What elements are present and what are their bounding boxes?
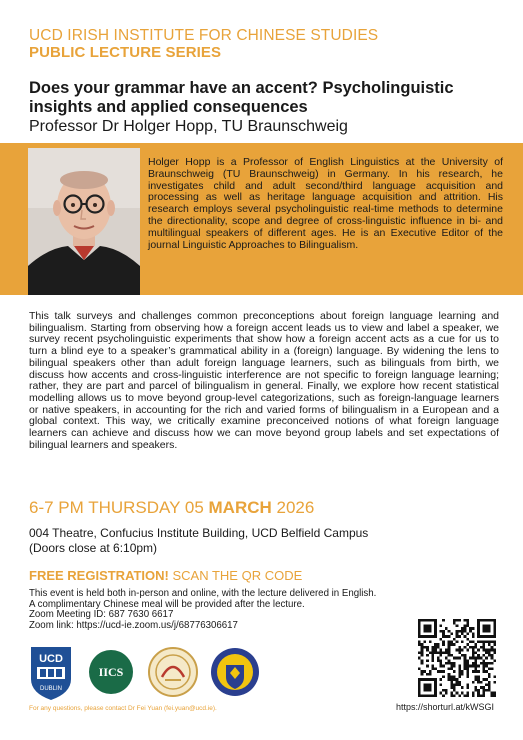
lecture-title: Does your grammar have an accent? Psycholinguistic insights and applied consequences	[29, 79, 454, 116]
event-month: MARCH	[208, 498, 272, 517]
iics-logo-text: IICS	[98, 665, 124, 679]
organization-name: UCD IRISH INSTITUTE FOR CHINESE STUDIES	[29, 27, 379, 44]
event-year: 2026	[271, 498, 315, 517]
ucd-logo-text: UCD	[39, 653, 63, 665]
venue-location: 004 Theatre, Confucius Institute Building, UCD Belfield Campus	[29, 526, 369, 540]
info-hybrid-note: This event is held both in-person and online, with the lecture delivered in English.	[29, 588, 377, 599]
event-datetime	[29, 498, 314, 518]
ucd-logo	[29, 645, 73, 706]
registration-callout	[29, 568, 302, 583]
iics-logo	[88, 649, 134, 700]
zoom-link[interactable]: Zoom link: https://ucd-ie.zoom.us/j/68776306617	[29, 619, 238, 631]
speaker-portrait	[28, 148, 140, 295]
lecture-series-label: PUBLIC LECTURE SERIES	[29, 44, 222, 61]
ucd-logo-subtext: DUBLIN	[39, 686, 63, 692]
partner-crest-logo	[210, 647, 260, 702]
contact-note: For any questions, please contact Dr Fei Yuan (fei.yuan@ucd.ie).	[29, 705, 217, 712]
event-venue	[29, 526, 368, 555]
speaker-bio: Holger Hopp is a Professor of English Linguistics at the University of Braunschweig (TU Braunschweig) in Germany. In his research, he investigates child and adult second/third language acquisition and processing as well as heritage language acquisition and attrition. His research employs several psycholinguistic real-time methods to determine the directionality, scope and degree of cross-linguistic influence in bi- and multilingual speakers of different ages. He is an Executive Editor of the journal Linguistic Approaches to Bilingualism.	[148, 156, 503, 251]
venue-doors-note: (Doors close at 6:10pm)	[29, 540, 158, 555]
registration-label: FREE REGISTRATION!	[29, 568, 169, 583]
header	[29, 28, 499, 61]
info-meal-note: A complimentary Chinese meal will be provided after the lecture.	[29, 598, 305, 610]
confucius-institute-logo	[148, 647, 198, 702]
zoom-meeting-id: Zoom Meeting ID: 687 7630 6617	[29, 609, 174, 621]
event-info	[29, 589, 429, 631]
lecture-abstract: This talk surveys and challenges common preconceptions about foreign language learning and bilingualism. Starting from observing how a foreign accent leads us to view and label a speaker, we survey recent psycholinguistic experiments that show how a foreign accent acts as a cue for us to turn a blind eye to a speaker’s grammatical ability in a (foreign) language. By widening the lens to bilingual speakers other than adult foreign language learners, such as bilinguals from birth, we discuss how accents and cross-linguistic interference are not specific to foreign language learning; rather, they are part and parcel of bilingualism in general. Finally, we explore how recent statistical modelling allows us to move beyond group-level categorizations, such as foreign-language learners or native speakers, in accounting for the rich and varied forms of bilingualism in a European and a global context. This way, we critically examine preconceived notions of what foreign language learners can achieve and discuss how we can move beyond group labels and set expectations of bilingual learners and speakers.	[29, 310, 499, 451]
registration-instruction: SCAN THE QR CODE	[168, 568, 303, 583]
event-time: 6-7 PM THURSDAY 05	[29, 498, 209, 517]
speaker-name: Professor Dr Holger Hopp, TU Braunschweig	[29, 118, 348, 135]
registration-qr-code[interactable]	[418, 619, 496, 697]
qr-short-url[interactable]: https://shorturl.at/kWSGI	[396, 702, 495, 712]
